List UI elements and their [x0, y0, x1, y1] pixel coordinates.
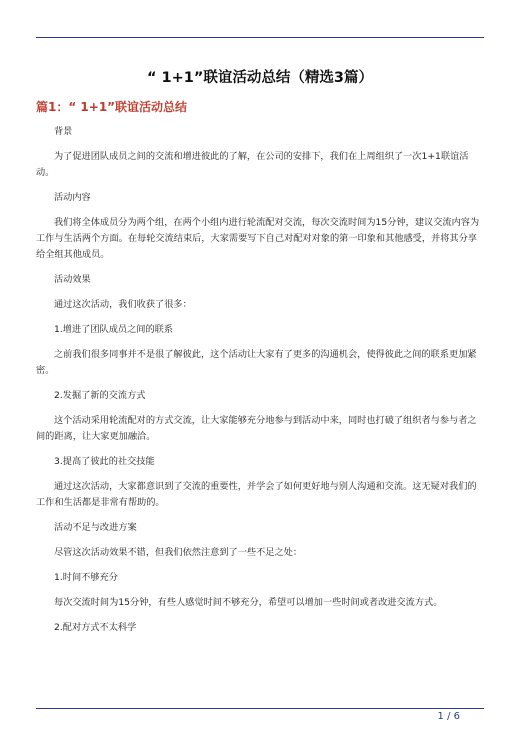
- paragraph-shortcomings-intro: 尽管这次活动效果不错，但我们依然注意到了一些不足之处：: [54, 547, 303, 558]
- paragraph-issue-2: 2.配对方式不太科学: [54, 622, 137, 633]
- section-heading: 篇1：“ 1+1”联谊活动总结: [36, 100, 188, 114]
- paragraph-point-2-detail: 这个活动采用轮流配对的方式交流，让大家能够充分地参与到活动中来，同时也打破了组织者与参与者之间的距离，让大家更加融洽。: [36, 415, 477, 442]
- paragraph-heading-content: 活动内容: [54, 192, 91, 203]
- page-number: 1 / 6: [437, 711, 460, 722]
- header-rule: [36, 37, 484, 38]
- paragraph-content: 我们将全体成员分为两个组，在两个小组内进行轮流配对交流，每次交流时间为15分钟，建议交流内容为工作与生活两个方面。在每轮交流结束后，大家需要写下自己对配对对象的第一印象和其他感受，并将其分享给全组其他成员。: [36, 217, 480, 260]
- paragraph-heading-background: 背景: [54, 126, 73, 137]
- document-title: “ 1+1”联谊活动总结（精选3篇）: [146, 70, 374, 86]
- footer-rule: [36, 708, 484, 709]
- paragraph-point-3-detail: 通过这次活动，大家都意识到了交流的重要性，并学会了如何更好地与别人沟通和交流。这无疑对我们的工作和生活都是非常有帮助的。: [36, 481, 477, 508]
- paragraph-point-3: 3.提高了彼此的社交技能: [54, 456, 155, 467]
- paragraph-effect-intro: 通过这次活动，我们收获了很多：: [54, 299, 192, 310]
- paragraph-point-2: 2.发掘了新的交流方式: [54, 390, 146, 401]
- paragraph-heading-shortcomings: 活动不足与改进方案: [54, 522, 137, 533]
- paragraph-issue-1: 1.时间不够充分: [54, 572, 118, 583]
- paragraph-issue-1-detail: 每次交流时间为15分钟，有些人感觉时间不够充分，希望可以增加一些时间或者改进交流方式。: [54, 597, 443, 608]
- document-body: [36, 124, 484, 636]
- paragraph-point-1-detail: 之前我们很多同事并不是很了解彼此，这个活动让大家有了更多的沟通机会，使得彼此之间的联系更加紧密。: [36, 349, 477, 376]
- paragraph-background: 为了促进团队成员之间的交流和增进彼此的了解，在公司的安排下，我们在上周组织了一次1+1联谊活动。: [36, 151, 469, 178]
- paragraph-heading-effect: 活动效果: [54, 274, 91, 285]
- paragraph-point-1: 1.增进了团队成员之间的联系: [54, 324, 174, 335]
